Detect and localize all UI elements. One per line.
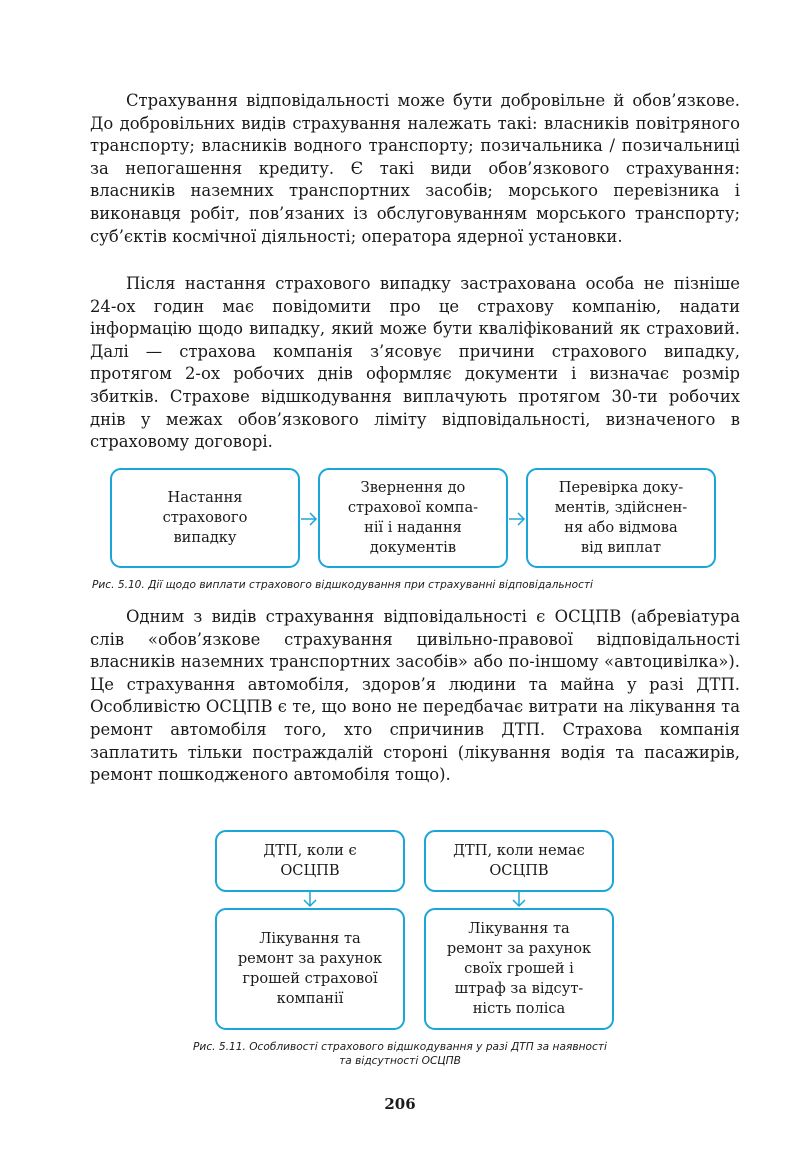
arrow-right-icon (508, 512, 526, 526)
arrow-down-icon (303, 892, 317, 908)
flow-box-event: Настання страхового випадку (110, 468, 300, 568)
figure-caption-5-11-line1: Рис. 5.11. Особливості страхового відшкодування у разі ДТП за наявності (193, 1041, 607, 1053)
flow-box-application: Звернення до страхової компа- нії і надання документів (318, 468, 508, 568)
flow-box-accident-without-policy: ДТП, коли немає ОСЦПВ (424, 830, 614, 892)
page-number: 206 (384, 1095, 416, 1113)
paragraph-insured-event: Після настання страхового випадку застрахована особа не пізніше 24-ох годин має повідомити про це страхову компанію, надати інформацію щодо випадку, який може бути кваліфікований як страховий. Далі — страхова компанія з’ясовує причини страхового випадку, протягом 2-ох робочих днів оформляє документи і визначає розмір збитків. Страхове відшкодування виплачують протягом 30-ти робочих днів у межах обов’язкового ліміту відповідальності, визначеного в страховому договорі. (90, 274, 740, 452)
paragraph-liability-types: Страхування відповідальності може бути добровільне й обов’язкове. До добровільних видів страхування належать такі: власників повітряного транспорту; власників водного транспорту; позичальника / позичальниці за непогашення кредиту. Є такі види обов’язкового страхування: власників наземних транспортних засобів; морського перевізника і виконавця робіт, пов’язаних із обслуговуванням морського транспорту; суб’єктів космічної діяльності; оператора ядерної установки. (90, 91, 740, 246)
flow-box-self-pays: Лікування та ремонт за рахунок своїх грошей і штраф за відсут- ність поліса (424, 908, 614, 1030)
flow-box-insurer-pays: Лікування та ремонт за рахунок грошей страхової компанії (215, 908, 405, 1030)
figure-caption-5-10: Рис. 5.10. Дії щодо виплати страхового відшкодування при страхуванні відповідальності (92, 579, 594, 591)
figure-caption-5-11 (0, 1040, 800, 1068)
flow-box-accident-with-policy: ДТП, коли є ОСЦПВ (215, 830, 405, 892)
arrow-down-icon (512, 892, 526, 908)
flow-box-verification: Перевірка доку- ментів, здійснен- ня або відмова від виплат (526, 468, 716, 568)
figure-caption-5-11-line2: та відсутності ОСЦПВ (339, 1055, 461, 1067)
arrow-right-icon (300, 512, 318, 526)
paragraph-osago: Одним з видів страхування відповідальності є ОСЦПВ (абревіатура слів «обов’язкове страхування цивільно-правової відповідальності власників наземних транспортних засобів» або по-іншому «автоцивілка»). Це страхування автомобіля, здоров’я людини та майна у разі ДТП. Особливістю ОСЦПВ є те, що воно не передбачає витрати на лікування та ремонт автомобіля того, хто спричинив ДТП. Страхова компанія заплатить тільки постраждалій стороні (лікування водія та пасажирів, ремонт пошкодженого автомобіля тощо). (90, 607, 740, 785)
